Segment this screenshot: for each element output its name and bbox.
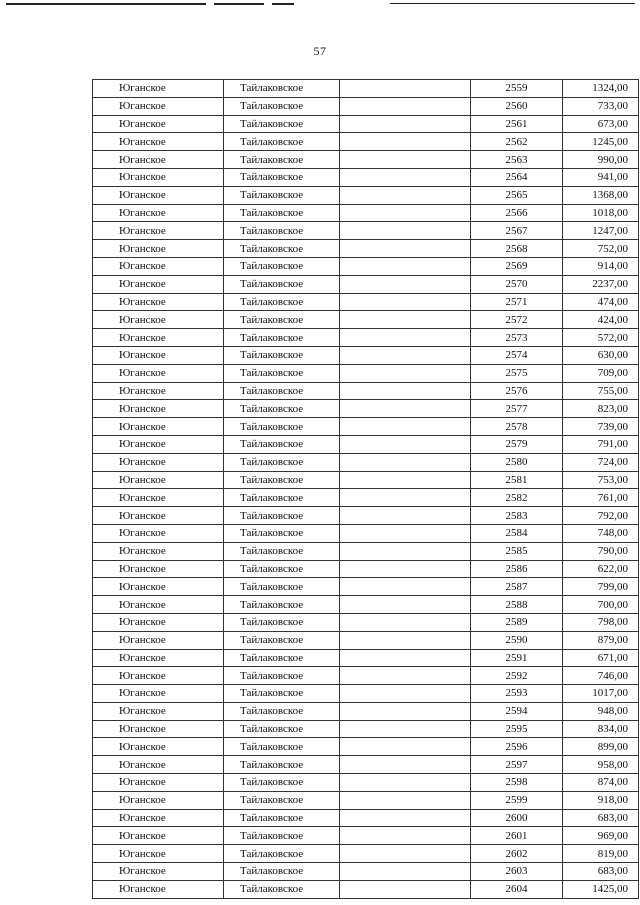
cell-field: Юганское: [93, 631, 224, 649]
table-row: [93, 685, 639, 703]
cell-field: Юганское: [93, 133, 224, 151]
cell-field: Юганское: [93, 364, 224, 382]
cell-field: Юганское: [93, 435, 224, 453]
table-row: [93, 168, 639, 186]
cell-field: Юганское: [93, 578, 224, 596]
cell-field: Юганское: [93, 115, 224, 133]
cell-field: Юганское: [93, 809, 224, 827]
cell-empty: [340, 685, 471, 703]
cell-empty: [340, 720, 471, 738]
cell-field: Юганское: [93, 346, 224, 364]
cell-empty: [340, 204, 471, 222]
table-row: [93, 791, 639, 809]
cell-number: 2570: [471, 275, 563, 293]
cell-deposit: Тайлаковское: [224, 720, 340, 738]
cell-field: Юганское: [93, 489, 224, 507]
table-row: [93, 542, 639, 560]
cell-number: 2564: [471, 168, 563, 186]
cell-field: Юганское: [93, 774, 224, 792]
table-row: [93, 774, 639, 792]
cell-value: 834,00: [563, 720, 639, 738]
table-row: [93, 115, 639, 133]
cell-empty: [340, 507, 471, 525]
table-row: [93, 507, 639, 525]
table-row: [93, 453, 639, 471]
table-row: [93, 631, 639, 649]
table-row: [93, 880, 639, 898]
cell-empty: [340, 222, 471, 240]
cell-number: 2562: [471, 133, 563, 151]
cell-number: 2597: [471, 756, 563, 774]
cell-number: 2604: [471, 880, 563, 898]
cell-deposit: Тайлаковское: [224, 204, 340, 222]
cell-empty: [340, 613, 471, 631]
cell-value: 874,00: [563, 774, 639, 792]
cell-empty: [340, 774, 471, 792]
cell-field: Юганское: [93, 702, 224, 720]
cell-empty: [340, 435, 471, 453]
cell-number: 2568: [471, 240, 563, 258]
cell-value: 724,00: [563, 453, 639, 471]
cell-number: 2583: [471, 507, 563, 525]
cell-field: Юганское: [93, 507, 224, 525]
cell-number: 2573: [471, 329, 563, 347]
cell-number: 2575: [471, 364, 563, 382]
cell-empty: [340, 471, 471, 489]
cell-deposit: Тайлаковское: [224, 115, 340, 133]
cell-value: 941,00: [563, 168, 639, 186]
cell-field: Юганское: [93, 827, 224, 845]
table-row: [93, 613, 639, 631]
cell-value: 474,00: [563, 293, 639, 311]
table-row: [93, 222, 639, 240]
table-row: [93, 257, 639, 275]
cell-number: 2574: [471, 346, 563, 364]
cell-value: 1324,00: [563, 80, 639, 98]
cell-deposit: Тайлаковское: [224, 845, 340, 863]
table-row: [93, 560, 639, 578]
cell-deposit: Тайлаковское: [224, 400, 340, 418]
table-row: [93, 471, 639, 489]
cell-deposit: Тайлаковское: [224, 80, 340, 98]
cell-value: 746,00: [563, 667, 639, 685]
cell-number: 2563: [471, 151, 563, 169]
cell-empty: [340, 80, 471, 98]
cell-empty: [340, 97, 471, 115]
cell-field: Юганское: [93, 382, 224, 400]
cell-value: 823,00: [563, 400, 639, 418]
cell-deposit: Тайлаковское: [224, 364, 340, 382]
cell-field: Юганское: [93, 863, 224, 881]
cell-value: 1245,00: [563, 133, 639, 151]
cell-deposit: Тайлаковское: [224, 756, 340, 774]
cell-deposit: Тайлаковское: [224, 649, 340, 667]
cell-deposit: Тайлаковское: [224, 560, 340, 578]
cell-field: Юганское: [93, 738, 224, 756]
table-row: [93, 97, 639, 115]
cell-value: 1018,00: [563, 204, 639, 222]
table-row: [93, 151, 639, 169]
cell-deposit: Тайлаковское: [224, 453, 340, 471]
cell-number: 2565: [471, 186, 563, 204]
cell-empty: [340, 596, 471, 614]
cell-number: 2596: [471, 738, 563, 756]
table-row: [93, 702, 639, 720]
cell-number: 2582: [471, 489, 563, 507]
cell-deposit: Тайлаковское: [224, 346, 340, 364]
cell-empty: [340, 364, 471, 382]
cell-number: 2603: [471, 863, 563, 881]
registry-table-body: [93, 80, 639, 899]
cell-field: Юганское: [93, 151, 224, 169]
cell-empty: [340, 702, 471, 720]
cell-empty: [340, 240, 471, 258]
cell-number: 2602: [471, 845, 563, 863]
table-row: [93, 418, 639, 436]
cell-empty: [340, 756, 471, 774]
header-rule-segment: [390, 3, 635, 4]
page-number: 57: [313, 44, 327, 58]
cell-empty: [340, 863, 471, 881]
cell-value: 671,00: [563, 649, 639, 667]
cell-number: 2587: [471, 578, 563, 596]
cell-field: Юганское: [93, 80, 224, 98]
cell-field: Юганское: [93, 453, 224, 471]
table-row: [93, 596, 639, 614]
table-row: [93, 649, 639, 667]
cell-deposit: Тайлаковское: [224, 578, 340, 596]
cell-empty: [340, 649, 471, 667]
cell-value: 709,00: [563, 364, 639, 382]
table-row: [93, 275, 639, 293]
cell-empty: [340, 791, 471, 809]
cell-empty: [340, 311, 471, 329]
cell-number: 2572: [471, 311, 563, 329]
cell-empty: [340, 418, 471, 436]
table-row: [93, 382, 639, 400]
cell-value: 791,00: [563, 435, 639, 453]
cell-deposit: Тайлаковское: [224, 542, 340, 560]
table-row: [93, 311, 639, 329]
cell-deposit: Тайлаковское: [224, 791, 340, 809]
registry-table: [92, 79, 639, 899]
cell-number: 2598: [471, 774, 563, 792]
cell-empty: [340, 133, 471, 151]
table-row: [93, 240, 639, 258]
cell-value: 969,00: [563, 827, 639, 845]
cell-field: Юганское: [93, 560, 224, 578]
cell-empty: [340, 168, 471, 186]
cell-deposit: Тайлаковское: [224, 738, 340, 756]
cell-value: 752,00: [563, 240, 639, 258]
cell-empty: [340, 578, 471, 596]
cell-empty: [340, 845, 471, 863]
cell-deposit: Тайлаковское: [224, 471, 340, 489]
table-row: [93, 329, 639, 347]
cell-deposit: Тайлаковское: [224, 418, 340, 436]
cell-field: Юганское: [93, 649, 224, 667]
cell-deposit: Тайлаковское: [224, 151, 340, 169]
table-row: [93, 863, 639, 881]
cell-number: 2577: [471, 400, 563, 418]
cell-value: 1368,00: [563, 186, 639, 204]
cell-empty: [340, 275, 471, 293]
cell-empty: [340, 524, 471, 542]
cell-deposit: Тайлаковское: [224, 133, 340, 151]
cell-empty: [340, 115, 471, 133]
cell-empty: [340, 631, 471, 649]
cell-value: 622,00: [563, 560, 639, 578]
cell-deposit: Тайлаковское: [224, 329, 340, 347]
cell-number: 2592: [471, 667, 563, 685]
cell-field: Юганское: [93, 667, 224, 685]
cell-value: 1247,00: [563, 222, 639, 240]
cell-deposit: Тайлаковское: [224, 311, 340, 329]
cell-value: 733,00: [563, 97, 639, 115]
cell-empty: [340, 346, 471, 364]
cell-value: 792,00: [563, 507, 639, 525]
cell-number: 2580: [471, 453, 563, 471]
table-row: [93, 489, 639, 507]
cell-field: Юганское: [93, 720, 224, 738]
cell-field: Юганское: [93, 880, 224, 898]
cell-field: Юганское: [93, 186, 224, 204]
cell-number: 2594: [471, 702, 563, 720]
cell-number: 2569: [471, 257, 563, 275]
cell-value: 700,00: [563, 596, 639, 614]
table-row: [93, 845, 639, 863]
cell-empty: [340, 186, 471, 204]
cell-deposit: Тайлаковское: [224, 809, 340, 827]
cell-value: 673,00: [563, 115, 639, 133]
cell-empty: [340, 738, 471, 756]
cell-number: 2578: [471, 418, 563, 436]
table-row: [93, 346, 639, 364]
table-row: [93, 827, 639, 845]
cell-empty: [340, 382, 471, 400]
cell-empty: [340, 667, 471, 685]
cell-empty: [340, 453, 471, 471]
cell-number: 2600: [471, 809, 563, 827]
cell-number: 2595: [471, 720, 563, 738]
cell-value: 630,00: [563, 346, 639, 364]
cell-field: Юганское: [93, 791, 224, 809]
cell-number: 2591: [471, 649, 563, 667]
cell-deposit: Тайлаковское: [224, 685, 340, 703]
cell-value: 990,00: [563, 151, 639, 169]
cell-value: 753,00: [563, 471, 639, 489]
cell-empty: [340, 809, 471, 827]
cell-deposit: Тайлаковское: [224, 613, 340, 631]
table-row: [93, 578, 639, 596]
cell-value: 958,00: [563, 756, 639, 774]
cell-number: 2560: [471, 97, 563, 115]
cell-empty: [340, 400, 471, 418]
cell-deposit: Тайлаковское: [224, 667, 340, 685]
cell-number: 2589: [471, 613, 563, 631]
table-row: [93, 400, 639, 418]
cell-field: Юганское: [93, 222, 224, 240]
cell-value: 761,00: [563, 489, 639, 507]
cell-value: 739,00: [563, 418, 639, 436]
cell-field: Юганское: [93, 204, 224, 222]
cell-empty: [340, 827, 471, 845]
table-row: [93, 809, 639, 827]
cell-deposit: Тайлаковское: [224, 596, 340, 614]
table-row: [93, 133, 639, 151]
cell-number: 2599: [471, 791, 563, 809]
cell-number: 2585: [471, 542, 563, 560]
cell-field: Юганское: [93, 168, 224, 186]
cell-field: Юганское: [93, 400, 224, 418]
table-row: [93, 204, 639, 222]
cell-number: 2590: [471, 631, 563, 649]
cell-empty: [340, 329, 471, 347]
cell-deposit: Тайлаковское: [224, 257, 340, 275]
cell-field: Юганское: [93, 240, 224, 258]
cell-value: 683,00: [563, 809, 639, 827]
cell-value: 572,00: [563, 329, 639, 347]
cell-value: 819,00: [563, 845, 639, 863]
cell-field: Юганское: [93, 418, 224, 436]
cell-value: 755,00: [563, 382, 639, 400]
cell-number: 2576: [471, 382, 563, 400]
cell-number: 2559: [471, 80, 563, 98]
cell-value: 879,00: [563, 631, 639, 649]
cell-value: 748,00: [563, 524, 639, 542]
cell-number: 2581: [471, 471, 563, 489]
table-row: [93, 435, 639, 453]
cell-value: 683,00: [563, 863, 639, 881]
header-rule-segment: [272, 3, 294, 5]
cell-value: 899,00: [563, 738, 639, 756]
cell-empty: [340, 542, 471, 560]
cell-deposit: Тайлаковское: [224, 702, 340, 720]
cell-deposit: Тайлаковское: [224, 863, 340, 881]
cell-empty: [340, 560, 471, 578]
cell-value: 798,00: [563, 613, 639, 631]
cell-field: Юганское: [93, 97, 224, 115]
cell-deposit: Тайлаковское: [224, 275, 340, 293]
cell-deposit: Тайлаковское: [224, 507, 340, 525]
cell-number: 2571: [471, 293, 563, 311]
header-rule-segment: [6, 3, 206, 5]
cell-field: Юганское: [93, 542, 224, 560]
cell-field: Юганское: [93, 471, 224, 489]
cell-field: Юганское: [93, 845, 224, 863]
cell-deposit: Тайлаковское: [224, 774, 340, 792]
cell-deposit: Тайлаковское: [224, 524, 340, 542]
cell-number: 2601: [471, 827, 563, 845]
cell-deposit: Тайлаковское: [224, 827, 340, 845]
cell-field: Юганское: [93, 293, 224, 311]
cell-number: 2593: [471, 685, 563, 703]
cell-empty: [340, 257, 471, 275]
cell-field: Юганское: [93, 275, 224, 293]
table-row: [93, 720, 639, 738]
cell-field: Юганское: [93, 329, 224, 347]
cell-deposit: Тайлаковское: [224, 382, 340, 400]
cell-field: Юганское: [93, 311, 224, 329]
cell-deposit: Тайлаковское: [224, 186, 340, 204]
cell-empty: [340, 293, 471, 311]
cell-empty: [340, 489, 471, 507]
cell-value: 948,00: [563, 702, 639, 720]
cell-field: Юганское: [93, 257, 224, 275]
table-row: [93, 186, 639, 204]
table-row: [93, 756, 639, 774]
cell-value: 914,00: [563, 257, 639, 275]
cell-field: Юганское: [93, 685, 224, 703]
table-row: [93, 293, 639, 311]
cell-deposit: Тайлаковское: [224, 631, 340, 649]
cell-deposit: Тайлаковское: [224, 489, 340, 507]
cell-deposit: Тайлаковское: [224, 222, 340, 240]
cell-value: 790,00: [563, 542, 639, 560]
cell-number: 2588: [471, 596, 563, 614]
cell-value: 918,00: [563, 791, 639, 809]
cell-value: 799,00: [563, 578, 639, 596]
header-rule-segment: [214, 3, 264, 5]
cell-value: 424,00: [563, 311, 639, 329]
cell-value: 1017,00: [563, 685, 639, 703]
cell-number: 2586: [471, 560, 563, 578]
cell-field: Юганское: [93, 756, 224, 774]
cell-number: 2561: [471, 115, 563, 133]
cell-value: 2237,00: [563, 275, 639, 293]
table-row: [93, 80, 639, 98]
cell-deposit: Тайлаковское: [224, 293, 340, 311]
cell-deposit: Тайлаковское: [224, 435, 340, 453]
cell-field: Юганское: [93, 613, 224, 631]
cell-empty: [340, 151, 471, 169]
cell-number: 2566: [471, 204, 563, 222]
cell-field: Юганское: [93, 524, 224, 542]
cell-deposit: Тайлаковское: [224, 168, 340, 186]
table-row: [93, 667, 639, 685]
cell-value: 1425,00: [563, 880, 639, 898]
table-row: [93, 524, 639, 542]
table-row: [93, 738, 639, 756]
cell-empty: [340, 880, 471, 898]
cell-deposit: Тайлаковское: [224, 97, 340, 115]
cell-number: 2567: [471, 222, 563, 240]
cell-deposit: Тайлаковское: [224, 880, 340, 898]
table-row: [93, 364, 639, 382]
cell-deposit: Тайлаковское: [224, 240, 340, 258]
cell-field: Юганское: [93, 596, 224, 614]
cell-number: 2584: [471, 524, 563, 542]
cell-number: 2579: [471, 435, 563, 453]
